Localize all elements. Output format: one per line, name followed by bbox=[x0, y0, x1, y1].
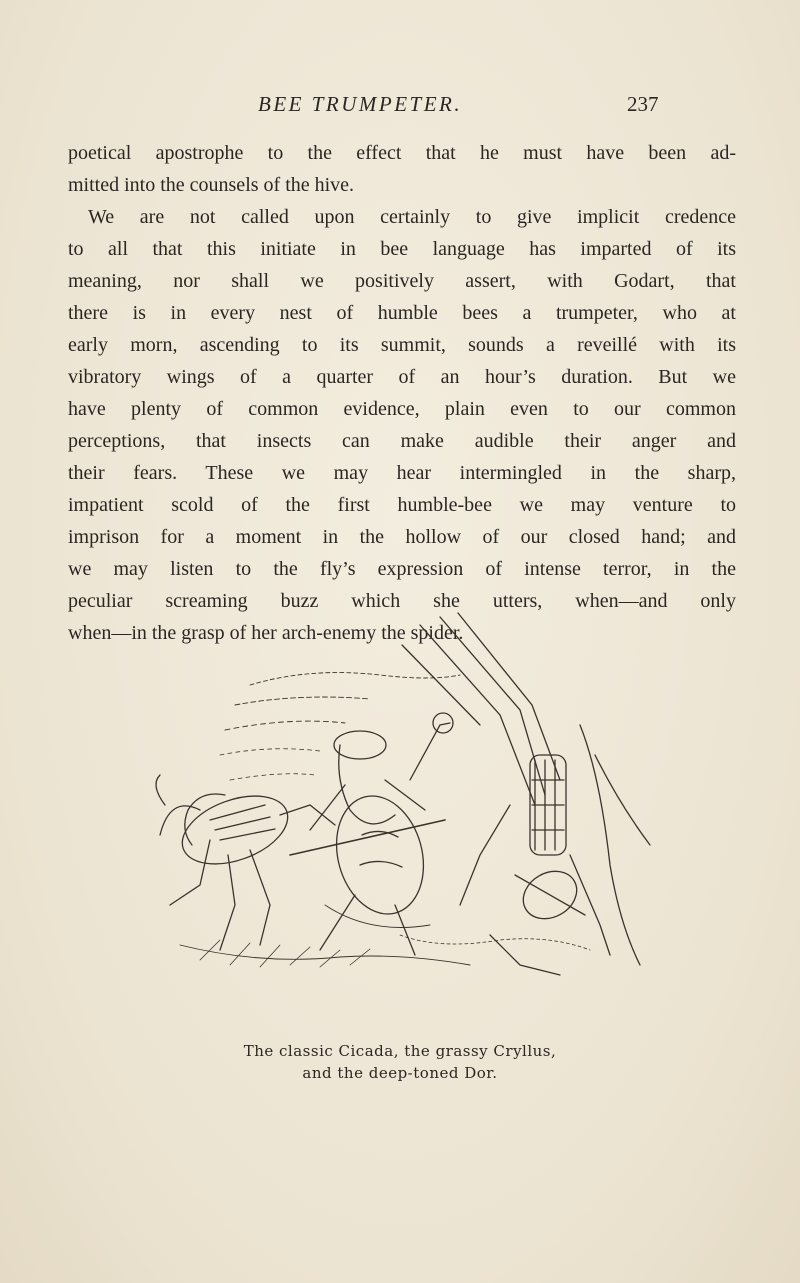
caption-line: and the deep-toned Dor. bbox=[302, 1064, 498, 1082]
cricket-figure bbox=[156, 775, 335, 950]
caption-line: The classic Cicada, the grassy Cryllus, bbox=[243, 1042, 557, 1060]
text-line: when—in the grasp of her arch-enemy the spider. bbox=[68, 622, 464, 644]
text-line: early morn, ascending to its summit, sounds a reveillé with its bbox=[68, 334, 736, 356]
text-line: meaning, nor shall we positively assert, with Godart, that bbox=[68, 270, 736, 292]
text-line: we may listen to the fly’s expression of intense terror, in the bbox=[68, 558, 736, 580]
text-line: vibratory wings of a quarter of an hour’s duration. But we bbox=[68, 366, 736, 388]
text-line: mitted into the counsels of the hive. bbox=[68, 174, 355, 196]
page-number: 237 bbox=[627, 92, 659, 116]
body-text bbox=[68, 137, 736, 649]
text-line: have plenty of common evidence, plain even to our common bbox=[68, 398, 736, 420]
insect-musicians-engraving bbox=[140, 605, 660, 1025]
paragraph-2 bbox=[68, 201, 736, 649]
text-line: impatient scold of the first humble-bee we may venture to bbox=[68, 494, 736, 516]
dor-beetle-with-drum bbox=[460, 725, 650, 975]
text-line: peculiar screaming buzz which she utters, when—and only bbox=[68, 590, 736, 612]
cicada-with-cello bbox=[290, 713, 453, 955]
text-line: We are not called upon certainly to give implicit credence bbox=[88, 206, 736, 228]
text-line: their fears. These we may hear intermingled in the sharp, bbox=[68, 462, 736, 484]
text-line: imprison for a moment in the hollow of our closed hand; and bbox=[68, 526, 736, 548]
page-header bbox=[0, 92, 800, 128]
running-head: BEE TRUMPETER. bbox=[258, 92, 463, 116]
text-line: there is in every nest of humble bees a trumpeter, who at bbox=[68, 302, 736, 324]
text-line: poetical apostrophe to the effect that he must have been ad- bbox=[68, 142, 736, 164]
paragraph-1 bbox=[68, 137, 736, 201]
illustration-caption bbox=[0, 1040, 800, 1084]
text-line: perceptions, that insects can make audible their anger and bbox=[68, 430, 736, 452]
text-line: to all that this initiate in bee language has imparted of its bbox=[68, 238, 736, 260]
